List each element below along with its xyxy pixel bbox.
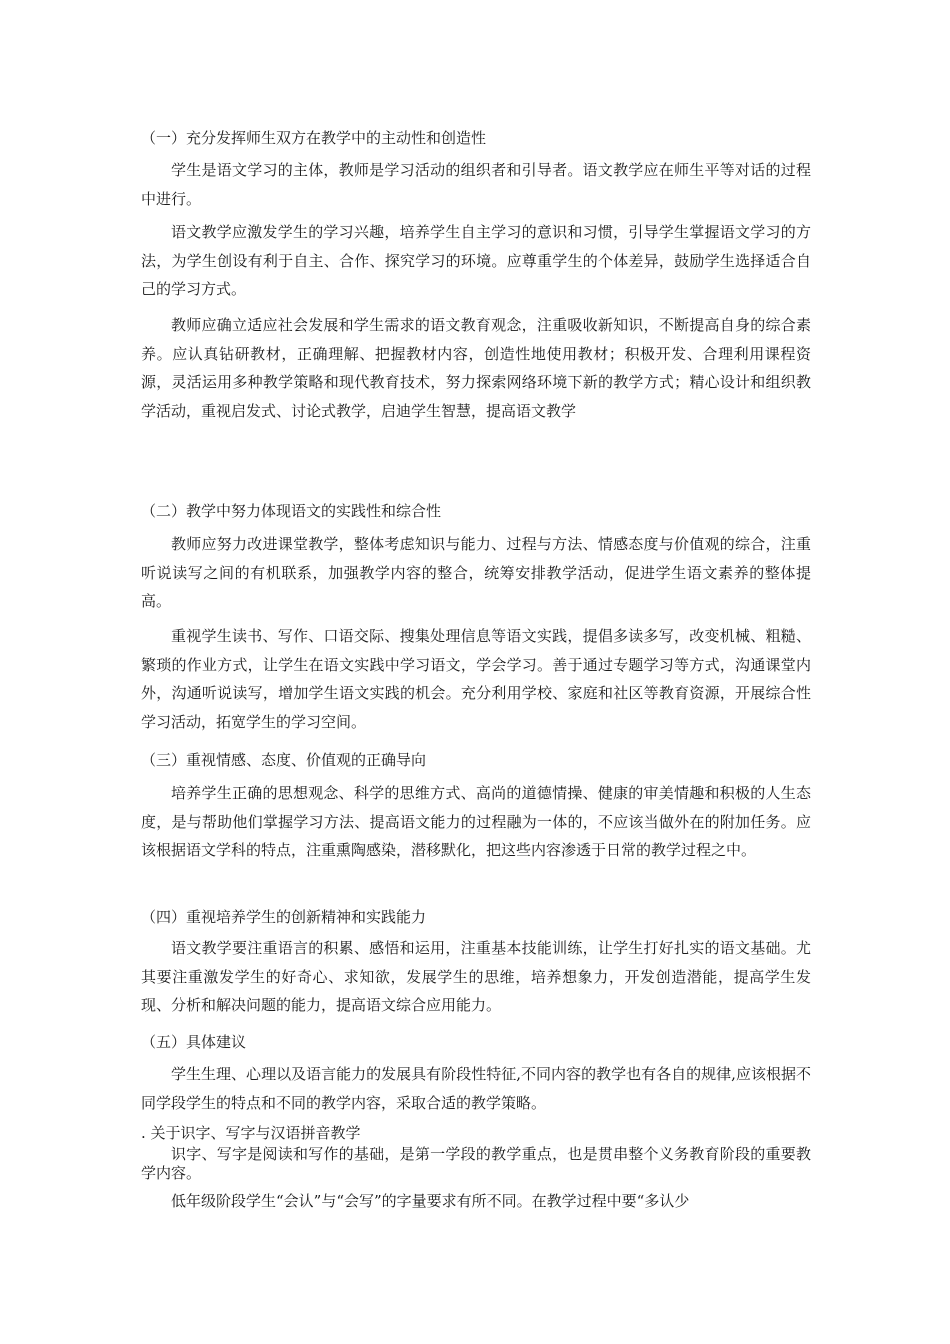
section-heading-5: （五）具体建议: [141, 1033, 247, 1051]
subsection-paragraph-1: 识字、写字是阅读和写作的基础，是第一学段的教学重点，也是贯串整个义务教育阶段的重要教学内容。: [141, 1145, 811, 1182]
subsection-heading: . 关于识字、写字与汉语拼音教学: [141, 1124, 361, 1142]
section-3-paragraph-1: 培养学生正确的思想观念、科学的思维方式、高尚的道德情操、健康的审美情趣和积极的人生态度，是与帮助他们掌握学习方法、提高语文能力的过程融为一体的，不应该当做外在的附加任务。应该根据语文学科的特点，注重熏陶感染，潜移默化，把这些内容渗透于日常的教学过程之中。: [141, 784, 811, 860]
subsection-paragraph-2: 低年级阶段学生“会认”与“会写”的字量要求有所不同。在教学过程中要“多认少: [171, 1192, 690, 1210]
section-5-paragraph-1: 学生生理、心理以及语言能力的发展具有阶段性特征,不同内容的教学也有各自的规律,应该根据不同学段学生的特点和不同的教学内容，采取合适的教学策略。: [141, 1065, 811, 1112]
section-heading-4: （四）重视培养学生的创新精神和实践能力: [141, 908, 427, 926]
section-1-paragraph-3: 教师应确立适应社会发展和学生需求的语文教育观念，注重吸收新知识，不断提高自身的综合素养。应认真钻研教材，正确理解、把握教材内容，创造性地使用教材；积极开发、合理利用课程资源，灵活运用多种教学策略和现代教育技术，努力探索网络环境下新的教学方式；精心设计和组织教学活动，重视启发式、讨论式教学，启迪学生智慧，提高语文教学: [141, 316, 811, 421]
section-2-paragraph-1: 教师应努力改进课堂教学，整体考虑知识与能力、过程与方法、情感态度与价值观的综合，注重听说读写之间的有机联系，加强教学内容的整合，统筹安排教学活动，促进学生语文素养的整体提高。: [141, 535, 811, 611]
section-heading-3: （三）重视情感、态度、价值观的正确导向: [141, 751, 427, 769]
section-1-paragraph-1: 学生是语文学习的主体，教师是学习活动的组织者和引导者。语文教学应在师生平等对话的过程中进行。: [141, 161, 811, 208]
section-1-paragraph-2: 语文教学应激发学生的学习兴趣，培养学生自主学习的意识和习惯，引导学生掌握语文学习的方法，为学生创设有利于自主、合作、探究学习的环境。应尊重学生的个体差异，鼓励学生选择适合自己的学习方式。: [141, 223, 811, 299]
section-2-paragraph-2: 重视学生读书、写作、口语交际、搜集处理信息等语文实践，提倡多读多写，改变机械、粗糙、繁琐的作业方式，让学生在语文实践中学习语文，学会学习。善于通过专题学习等方式，沟通课堂内外，沟通听说读写，增加学生语文实践的机会。充分利用学校、家庭和社区等教育资源，开展综合性学习活动，拓宽学生的学习空间。: [141, 627, 811, 732]
section-heading-2: （二）教学中努力体现语文的实践性和综合性: [141, 502, 442, 520]
section-heading-1: （一）充分发挥师生双方在教学中的主动性和创造性: [141, 129, 487, 147]
section-4-paragraph-1: 语文教学要注重语言的积累、感悟和运用，注重基本技能训练，让学生打好扎实的语文基础。尤其要注重激发学生的好奇心、求知欲，发展学生的思维，培养想象力，开发创造潜能，提高学生发现、分析和解决问题的能力，提高语文综合应用能力。: [141, 939, 811, 1015]
